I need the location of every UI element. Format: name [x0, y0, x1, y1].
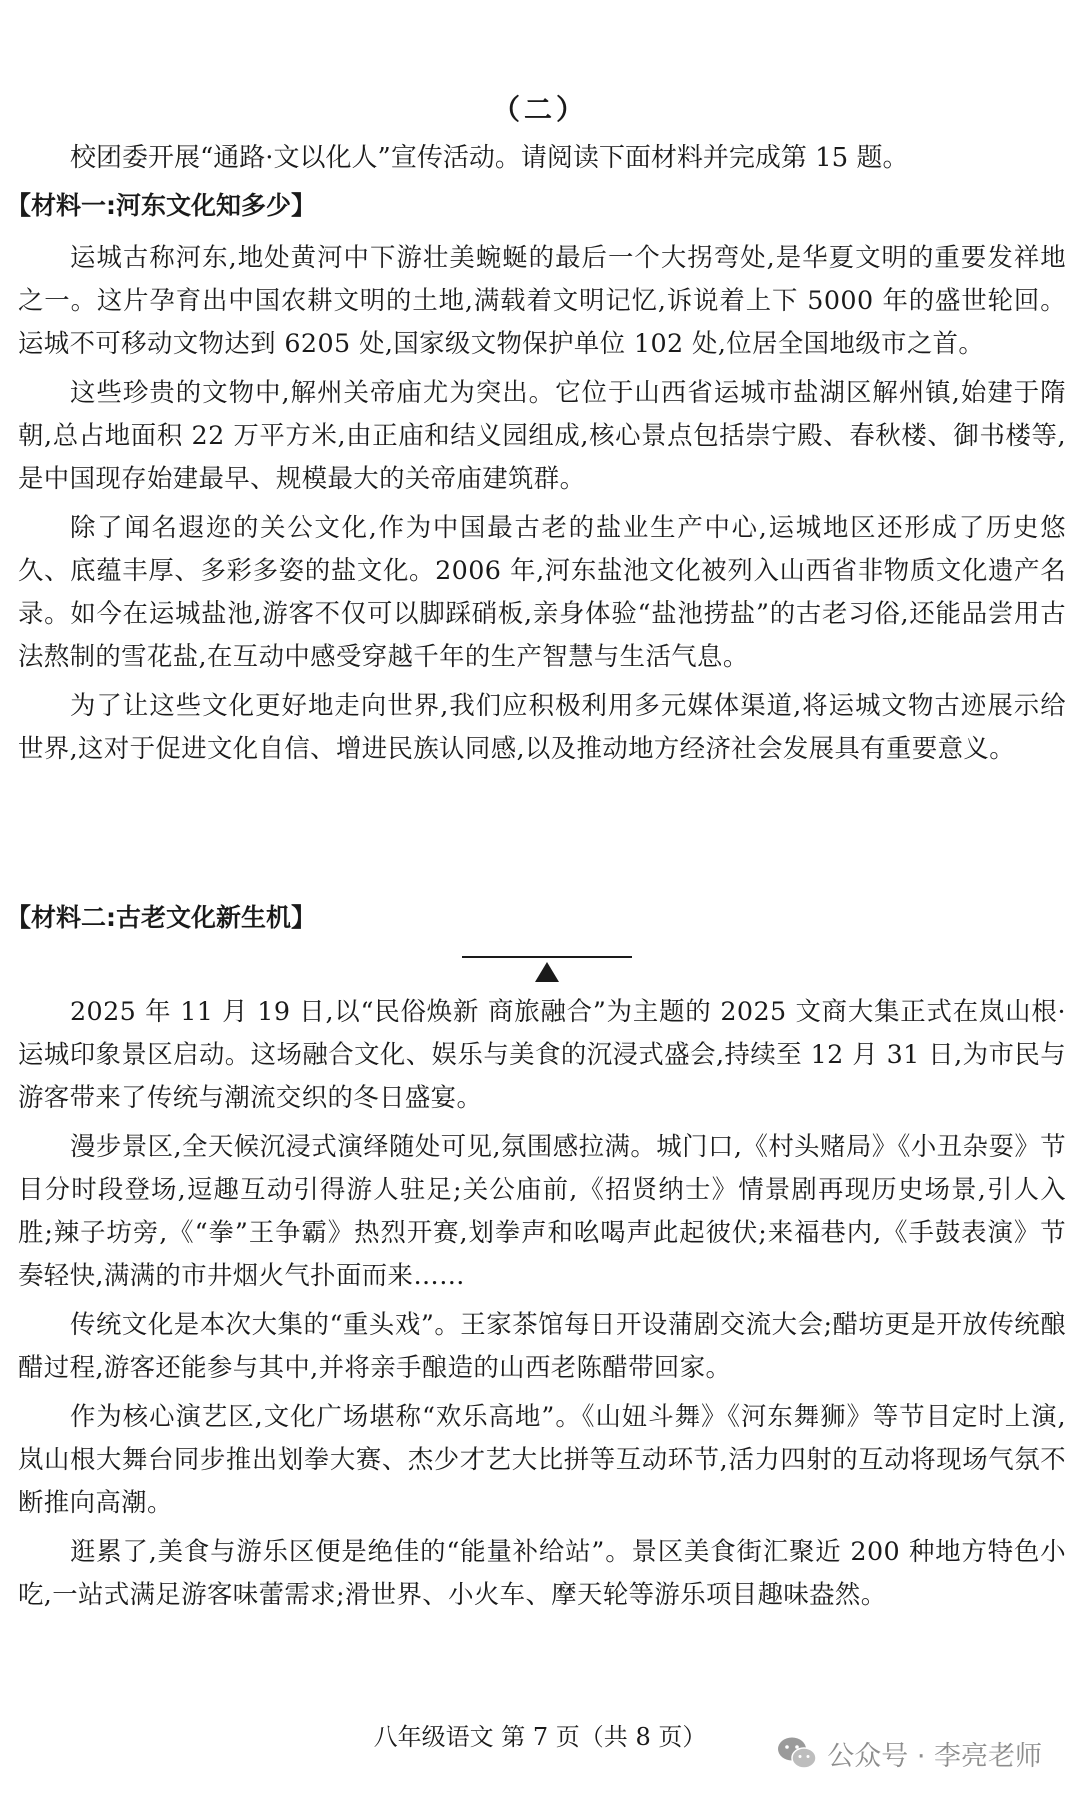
blank-line	[462, 956, 632, 958]
material-1-heading: 【材料一:河东文化知多少】	[6, 191, 316, 220]
material-1-body	[18, 236, 1066, 776]
material-1-paragraph: 除了闻名遐迩的关公文化,作为中国最古老的盐业生产中心,运城地区还形成了历史悠久、底蕴丰厚、多彩多姿的盐文化。2006 年,河东盐池文化被列入山西省非物质文化遗产名录。如今在运城盐池,游客不仅可以脚踩硝板,亲身体验“盐池捞盐”的古老习俗,还能品尝用古法熬制的雪花盐,在互动中感受穿越千年的生产智慧与生活气息。	[18, 512, 1066, 671]
material-2-paragraph: 作为核心演艺区,文化广场堪称“欢乐高地”。《山妞斗舞》《河东舞狮》等节目定时上演,岚山根大舞台同步推出划拳大赛、杰少才艺大比拼等互动环节,活力四射的互动将现场气氛不断推向高潮。	[18, 1401, 1066, 1517]
intro-text: 校团委开展“通路·文以化人”宣传活动。请阅读下面材料并完成第 15 题。	[70, 143, 909, 173]
material-2-paragraph: 逛累了,美食与游乐区便是绝佳的“能量补给站”。景区美食街汇聚近 200 种地方特色小吃,一站式满足游客味蕾需求;滑世界、小火车、摩天轮等游乐项目趣味盎然。	[18, 1536, 1066, 1609]
material-2-heading: 【材料二:古老文化新生机】	[6, 903, 316, 932]
triangle-icon	[535, 962, 559, 982]
page-footer: 八年级语文 第 7 页（共 8 页）	[373, 1723, 707, 1751]
material-2-body	[18, 990, 1066, 1622]
material-2-paragraph: 2025 年 11 月 19 日,以“民俗焕新 商旅融合”为主题的 2025 文商大集正式在岚山根·运城印象景区启动。这场融合文化、娱乐与美食的沉浸式盛会,持续至 12 月 31 日,为市民与游客带来了传统与潮流交织的冬日盛宴。	[18, 996, 1066, 1112]
section-number: （二）	[491, 93, 588, 126]
material-2-paragraph: 传统文化是本次大集的“重头戏”。王家茶馆每日开设蒲剧交流大会;醋坊更是开放传统酿醋过程,游客还能参与其中,并将亲手酿造的山西老陈醋带回家。	[18, 1309, 1066, 1382]
wechat-icon	[777, 1736, 817, 1770]
watermark-text: 公众号 · 李亮老师	[827, 1740, 1042, 1772]
watermark	[777, 1733, 1042, 1773]
material-1-paragraph: 运城古称河东,地处黄河中下游壮美蜿蜒的最后一个大拐弯处,是华夏文明的重要发祥地之一。这片孕育出中国农耕文明的土地,满载着文明记忆,诉说着上下 5000 年的盛世轮回。运城不可移动文物达到 6205 处,国家级文物保护单位 102 处,位居全国地级市之首。	[18, 242, 1066, 358]
material-2-paragraph: 漫步景区,全天候沉浸式演绎随处可见,氛围感拉满。城门口,《村头赌局》《小丑杂耍》节目分时段登场,逗趣互动引得游人驻足;关公庙前,《招贤纳士》情景剧再现历史场景,引人入胜;辣子坊旁,《“拳”王争霸》热烈开赛,划拳声和吆喝声此起彼伏;来福巷内,《手鼓表演》节奏轻快,满满的市井烟火气扑面而来……	[18, 1131, 1066, 1290]
omitted-title-marker	[462, 944, 632, 984]
material-1-paragraph: 为了让这些文化更好地走向世界,我们应积极利用多元媒体渠道,将运城文物古迹展示给世界,这对于促进文化自信、增进民族认同感,以及推动地方经济社会发展具有重要意义。	[18, 690, 1066, 763]
material-1-paragraph: 这些珍贵的文物中,解州关帝庙尤为突出。它位于山西省运城市盐湖区解州镇,始建于隋朝,总占地面积 22 万平方米,由正庙和结义园组成,核心景点包括崇宁殿、春秋楼、御书楼等,是中国现存始建最早、规模最大的关帝庙建筑群。	[18, 377, 1066, 493]
